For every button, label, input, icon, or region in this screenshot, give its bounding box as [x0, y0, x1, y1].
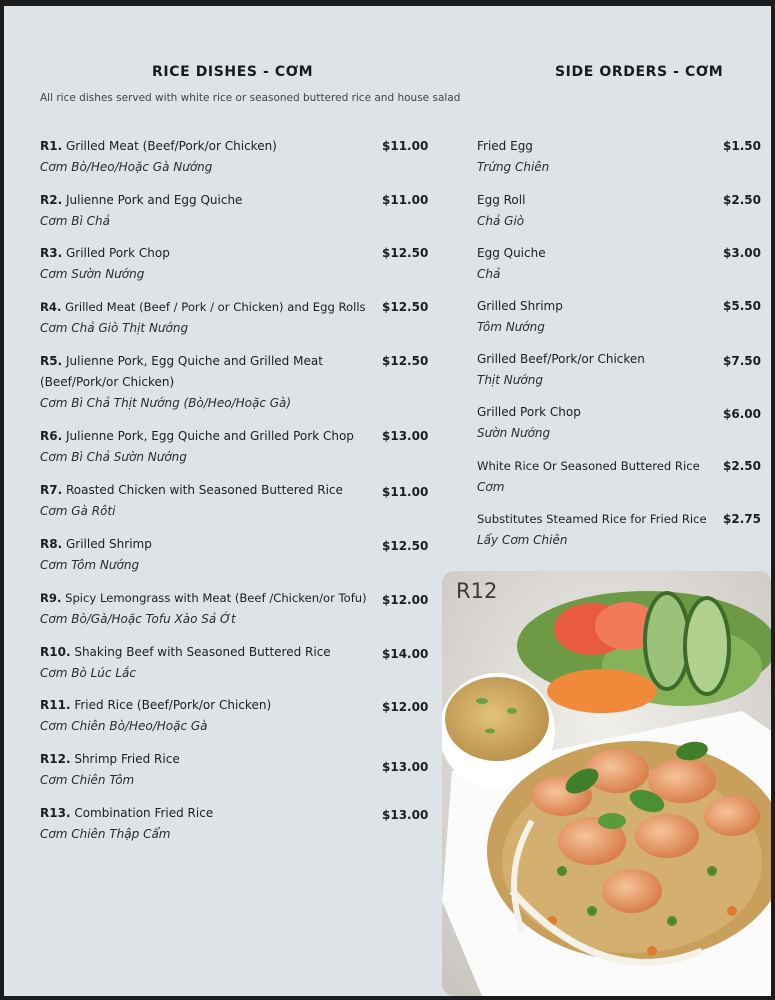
item-vietnamese-name: Cơm Bì Chả Thịt Nướng (Bò/Heo/Hoặc Gà) [40, 396, 292, 410]
menu-item-r9 [40, 588, 460, 630]
item-code: R5. [40, 354, 63, 368]
item-name-continued: (Beef/Pork/or Chicken) [40, 375, 175, 389]
item-name: Grilled Meat (Beef / Pork / or Chicken) and Egg Rolls [65, 300, 366, 314]
item-name: Combination Fried Rice [74, 806, 214, 820]
item-name: Egg Roll [477, 193, 526, 207]
menu-item-r4 [40, 297, 460, 339]
menu-item-r5 [40, 351, 460, 414]
menu-item-r11 [40, 695, 460, 737]
menu-item-r2 [40, 190, 460, 232]
item-code: R8. [40, 537, 63, 551]
item-price: $12.50 [382, 539, 429, 553]
shrimp-fried-rice-photo [442, 571, 771, 996]
item-code: R3. [40, 246, 63, 260]
item-vietnamese-name: Cơm [477, 480, 505, 494]
item-price: $11.00 [382, 139, 429, 153]
item-name: Grilled Shrimp [65, 537, 152, 551]
item-vietnamese-name: Chả [477, 267, 501, 281]
item-name: Egg Quiche [477, 246, 546, 260]
item-name: Julienne Pork, Egg Quiche and Grilled Meat [65, 354, 323, 368]
menu-page [4, 6, 771, 996]
photo-label: R12 [456, 579, 498, 603]
item-code: R11. [40, 698, 71, 712]
item-price: $2.50 [723, 193, 761, 207]
item-code: R1. [40, 139, 63, 153]
item-price: $11.00 [382, 193, 429, 207]
menu-item-r13 [40, 803, 460, 845]
side-item-substitute-fried-rice [477, 509, 761, 551]
side-orders-title: SIDE ORDERS - CƠM [555, 64, 724, 80]
item-vietnamese-name: Cơm Bò/Gà/Hoặc Tofu Xào Sả Ớt [40, 612, 236, 626]
item-vietnamese-name: Chả Giò [477, 214, 525, 228]
side-item-grilled-shrimp [477, 296, 761, 338]
item-name: Fried Rice (Beef/Pork/or Chicken) [74, 698, 272, 712]
item-code: R9. [40, 591, 62, 605]
item-code: R4. [40, 300, 62, 314]
item-vietnamese-name: Lấy Cơm Chiên [477, 533, 568, 547]
item-code: R13. [40, 806, 71, 820]
item-price: $12.50 [382, 354, 429, 368]
item-vietnamese-name: Cơm Chiên Thập Cẩm [40, 827, 171, 841]
item-code: R7. [40, 483, 63, 497]
item-vietnamese-name: Cơm Chiên Tôm [40, 773, 135, 787]
item-name: Shrimp Fried Rice [74, 752, 180, 766]
item-price: $13.00 [382, 429, 429, 443]
menu-item-r3 [40, 243, 460, 285]
side-item-grilled-meat [477, 349, 761, 391]
item-price: $3.00 [723, 246, 761, 260]
item-price: $14.00 [382, 647, 429, 661]
item-name: Grilled Shrimp [477, 299, 563, 313]
item-vietnamese-name: Cơm Gà Rôti [40, 504, 116, 518]
side-item-grilled-pork-chop [477, 402, 761, 444]
item-vietnamese-name: Cơm Bì Chả [40, 214, 110, 228]
item-price: $7.50 [723, 354, 761, 368]
item-price: $13.00 [382, 760, 429, 774]
menu-item-r8 [40, 534, 460, 576]
item-name: Grilled Pork Chop [65, 246, 170, 260]
item-price: $5.50 [723, 299, 761, 313]
food-illustration [442, 571, 771, 996]
item-name: Grilled Pork Chop [477, 405, 581, 419]
item-price: $1.50 [723, 139, 761, 153]
item-price: $13.00 [382, 808, 429, 822]
item-vietnamese-name: Sườn Nướng [477, 426, 551, 440]
rice-dishes-title: RICE DISHES - CƠM [152, 64, 314, 80]
side-item-egg-roll [477, 190, 761, 232]
item-vietnamese-name: Cơm Bì Chả Sườn Nướng [40, 450, 187, 464]
item-vietnamese-name: Cơm Tôm Nướng [40, 558, 140, 572]
item-code: R6. [40, 429, 63, 443]
menu-item-r12 [40, 749, 460, 791]
menu-item-r6 [40, 426, 460, 468]
menu-item-r7 [40, 480, 460, 522]
item-vietnamese-name: Cơm Bò/Heo/Hoặc Gà Nướng [40, 160, 213, 174]
item-price: $6.00 [723, 407, 761, 421]
item-vietnamese-name: Trứng Chiên [477, 160, 550, 174]
item-name: Shaking Beef with Seasoned Buttered Rice [74, 645, 331, 659]
item-price: $12.50 [382, 246, 429, 260]
item-name: White Rice Or Seasoned Buttered Rice [477, 459, 700, 473]
item-vietnamese-name: Cơm Sườn Nướng [40, 267, 145, 281]
item-name: Substitutes Steamed Rice for Fried Rice [477, 512, 707, 526]
item-price: $2.75 [723, 512, 761, 526]
item-vietnamese-name: Thịt Nướng [477, 373, 543, 387]
item-vietnamese-name: Cơm Chiên Bò/Heo/Hoặc Gà [40, 719, 208, 733]
item-vietnamese-name: Cơm Bò Lúc Lắc [40, 666, 136, 680]
item-name: Grilled Meat (Beef/Pork/or Chicken) [65, 139, 277, 153]
item-code: R2. [40, 193, 63, 207]
menu-item-r1 [40, 136, 460, 178]
item-vietnamese-name: Tôm Nướng [477, 320, 545, 334]
item-code: R12. [40, 752, 71, 766]
menu-item-r10 [40, 642, 460, 684]
side-item-egg-quiche [477, 243, 761, 285]
item-price: $2.50 [723, 459, 761, 473]
side-item-fried-egg [477, 136, 761, 178]
item-vietnamese-name: Cơm Chả Giò Thịt Nướng [40, 321, 189, 335]
item-name: Spicy Lemongrass with Meat (Beef /Chicken/or Tofu) [65, 591, 367, 605]
item-price: $12.50 [382, 300, 429, 314]
item-name: Julienne Pork, Egg Quiche and Grilled Pork Chop [65, 429, 354, 443]
side-item-white-rice [477, 456, 761, 498]
item-name: Fried Egg [477, 139, 533, 153]
item-price: $12.00 [382, 700, 429, 714]
item-name: Grilled Beef/Pork/or Chicken [477, 352, 645, 366]
item-name: Julienne Pork and Egg Quiche [65, 193, 243, 207]
item-price: $12.00 [382, 593, 429, 607]
item-name: Roasted Chicken with Seasoned Buttered Rice [65, 483, 343, 497]
rice-dishes-subtitle: All rice dishes served with white rice or seasoned buttered rice and house salad [40, 92, 461, 104]
item-code: R10. [40, 645, 71, 659]
item-price: $11.00 [382, 485, 429, 499]
